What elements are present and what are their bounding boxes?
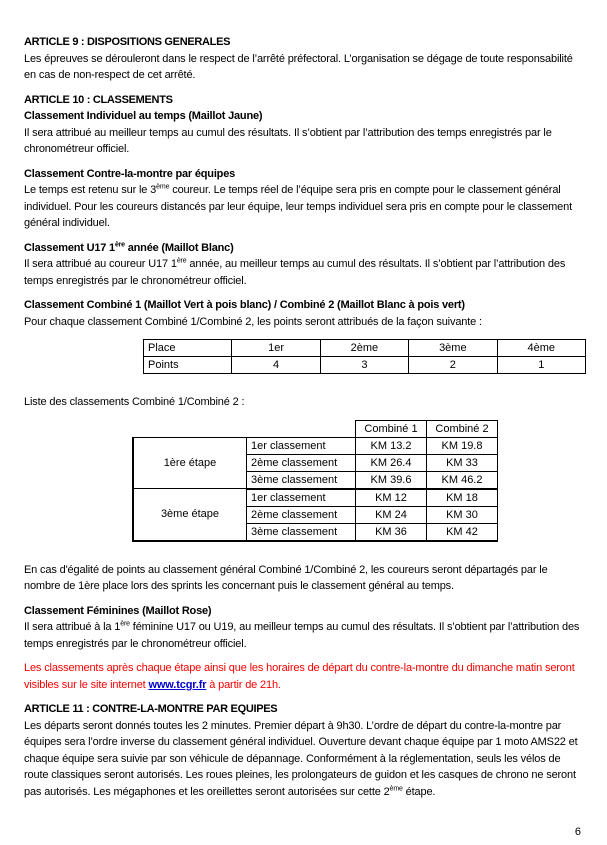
table-row: 3ème classement KM 36 KM 42: [133, 523, 498, 541]
document-page: [24, 34, 586, 800]
combine-title: Classement Combiné 1 (Maillot Vert à pois blanc) / Combiné 2 (Maillot Blanc à pois vert): [24, 299, 465, 311]
u17-title: Classement U17 1ère année (Maillot Blanc): [24, 240, 234, 254]
article-9-text: Les épreuves se dérouleront dans le respect de l’arrêté préfectoral. L’organisation se dégage de toute responsabilité en cas de non-respect de cet arrêté.: [24, 52, 573, 81]
table-row: Place 1er 2ème 3ème 4ème: [144, 340, 586, 357]
table-row: Points 4 3 2 1: [144, 357, 586, 374]
u17-text: Il sera attribué au coureur U17 1ère année, au meilleur temps au cumul des résultats. Il s’obtient par l’attribution des temps enregistrés par le chronométreur officiel.: [24, 257, 566, 287]
table-row: 2ème classement KM 24 KM 30: [133, 506, 498, 523]
equipes-text: Le temps est retenu sur le 3ème coureur. Le temps réel de l’équipe sera pris en compte pour le classement général individuel. Pour les coureurs distancés par leur équipe, leur temps individuel sera pris en compte pour le classement général individuel.: [24, 183, 573, 229]
feminines-text: Il sera attribué à la 1ère féminine U17 ou U19, au meilleur temps au cumul des résultats. Il s’obtient par l’attribution des temps enregistrés par le chronométreur officiel.: [24, 620, 580, 650]
feminines-title: Classement Féminines (Maillot Rose): [24, 604, 212, 617]
page-number: 6: [574, 826, 581, 838]
article-11-text: Les départs seront donnés toutes les 2 minutes. Premier départ à 9h30. L’ordre de départ du contre-la-montre par équipes sera l’ordre inverse du classement général individuel. Ouverture devant chaque équipe par 1 moto AMS22 et chaque équipe sera suivie par son véhicule de dépannage. Conformément à la réglementation, seuls les vélos de route classiques seront autorisés. Les roues pleines, les prolongateurs de guidon et les casques de chrono ne seront pas autorisés. Les mégaphones et les oreillettes seront autorisées sur cette 2ème étape.: [24, 719, 578, 798]
results-notice: Les classements après chaque étape ainsi que les horaires de départ du contre-la-montre du dimanche matin seront visibles sur le site internet www.tcgr.fr à partir de 21h.: [24, 662, 575, 691]
points-table: [143, 339, 586, 374]
article-10-title: ARTICLE 10 : CLASSEMENTS: [24, 93, 173, 106]
table-row: 2ème classement KM 26.4 KM 33: [133, 454, 498, 471]
individuel-title: Classement Individuel au temps (Maillot Jaune): [24, 110, 263, 122]
table-row: 1ère étape 1er classement KM 13.2 KM 19.8: [133, 437, 498, 454]
combine-list-table: [132, 420, 498, 542]
combine-intro: Pour chaque classement Combiné 1/Combiné 2, les points seront attribués de la façon suivante :: [24, 315, 482, 328]
table-row: 3ème étape 1er classement KM 12 KM 18: [133, 489, 498, 507]
combine-list-intro: Liste des classements Combiné 1/Combiné 2 :: [24, 396, 245, 408]
table-header-row: Combiné 1 Combiné 2: [133, 420, 498, 437]
table-row: 3ème classement KM 39.6 KM 46.2: [133, 471, 498, 489]
equipes-title: Classement Contre-la-montre par équipes: [24, 167, 236, 180]
article-11-title: ARTICLE 11 : CONTRE-LA-MONTRE PAR EQUIPES: [24, 703, 278, 715]
combine-tie-text: En cas d'égalité de points au classement général Combiné 1/Combiné 2, les coureurs seront départagés par le nombre de 1ère place lors des sprints les concernant puis le classement général au temps.: [24, 563, 548, 592]
individuel-text: Il sera attribué au meilleur temps au cumul des résultats. Il s’obtient par l’attribution des temps enregistrés par le chronométreur officiel.: [24, 126, 552, 155]
article-9-title: ARTICLE 9 : DISPOSITIONS GENERALES: [24, 36, 231, 48]
tcgr-website-link[interactable]: www.tcgr.fr: [148, 678, 207, 691]
